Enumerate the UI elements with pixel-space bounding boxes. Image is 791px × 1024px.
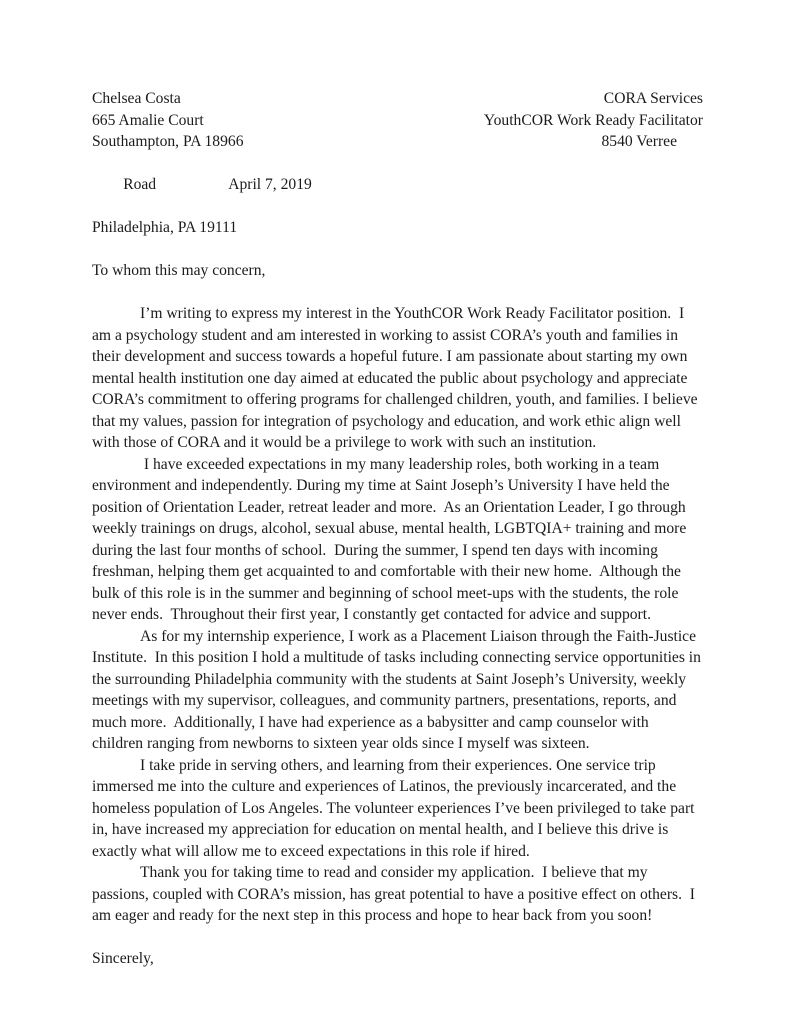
paragraph-thanks: Thank you for taking time to read and consider my application. I believe that my passions, coupled with CORA’s mission, has great potential to have a positive effect on others. I am eager and ready for the next step in this process and hope to hear back from you soon!	[92, 864, 699, 924]
position-title: YouthCOR Work Ready Facilitator	[483, 111, 703, 129]
sender-street: 665 Amalie Court	[92, 111, 204, 129]
recipient-street-number: 8540 Verree	[601, 133, 677, 150]
recipient-city-state-zip: Philadelphia, PA 19111	[92, 219, 238, 236]
letter-header	[92, 88, 703, 239]
letter-body	[92, 303, 703, 927]
paragraph-service: I take pride in serving others, and learning from their experiences. One service trip immersed me into the culture and experiences of Latinos, the previously incarcerated, and the homeless population of Los Angeles. The volunteer experiences I’ve been privileged to take part in, have increased my appreciation for education on mental health, and I believe this drive is exactly what will allow me to exceed expectations in this role if hired.	[92, 756, 699, 860]
header-row	[92, 153, 703, 218]
sender-city-state-zip: Southampton, PA 18966	[92, 133, 244, 150]
paragraph-internship: As for my internship experience, I work as a Placement Liaison through the Faith-Justice Institute. In this position I hold a multitude of tasks including connecting service opportunities in the surrounding Philadelphia community with the students at Saint Joseph’s University, weekly meetings with my supervisor, colleagues, and community partners, presentations, reports, and much more. Additionally, I have had experience as a babysitter and camp counselor with children ranging from newborns to sixteen year olds since I myself was sixteen.	[92, 627, 705, 752]
header-row	[92, 131, 703, 153]
sender-name: Chelsea Costa	[92, 90, 181, 107]
header-row	[92, 217, 703, 239]
paragraph-leadership: I have exceeded expectations in my many leadership roles, both working in a team environment and independently. During my time at Saint Joseph’s University I have held the position of Orientation Leader, retreat leader and more. As an Orientation Leader, I go through weekly trainings on drugs, alcohol, sexual abuse, mental health, LGBTQIA+ training and more during the last four months of school. During the summer, I spend ten days with incoming freshman, helping them get acquainted to and comfortable with their new home. Although the bulk of this role is in the summer and beginning of school meet-ups with the students, the role never ends. Throughout their first year, I constantly get contacted for advice and support.	[92, 455, 691, 623]
salutation: To whom this may concern,	[92, 262, 266, 279]
letter-date: April 7, 2019	[228, 176, 312, 193]
header-row	[92, 110, 703, 132]
closing: Sincerely,	[92, 950, 154, 967]
header-row	[92, 88, 703, 110]
recipient-org: CORA Services	[603, 90, 703, 107]
paragraph-intro: I’m writing to express my interest in the YouthCOR Work Ready Facilitator position. I am a psychology student and am interested in working to assist CORA’s youth and families in their development and success towards a hopeful future. I am passionate about starting my own mental health institution one day aimed at educated the public about psychology and appreciate CORA’s commitment to offering programs for challenged children, youth, and families. I believe that my values, passion for integration of psychology and education, and work ethic align well with those of CORA and it would be a privilege to work with such an institution.	[92, 305, 702, 451]
recipient-street-wrap: Road	[123, 176, 157, 193]
